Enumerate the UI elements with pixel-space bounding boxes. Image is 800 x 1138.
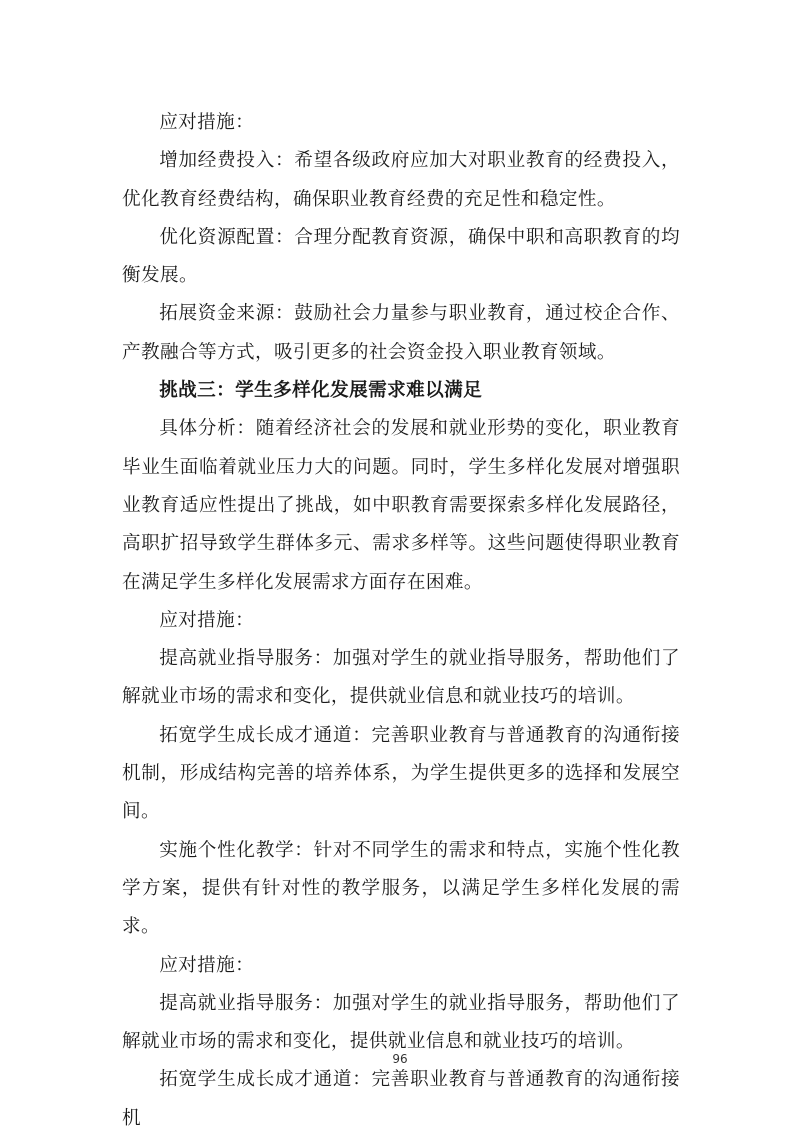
paragraph-personalized-teaching: 实施个性化教学：针对不同学生的需求和特点，实施个性化教学方案，提供有针对性的教学服务，以满足学生多样化发展的需求。 xyxy=(122,839,680,938)
document-body xyxy=(122,104,680,1138)
paragraph-growth-channels-partial: 拓宽学生成长成才通道：完善职业教育与普通教育的沟通衔接机 xyxy=(122,1069,680,1129)
section-heading-challenge-three: 挑战三：学生多样化发展需求难以满足 xyxy=(159,380,483,402)
paragraph-increase-funding: 增加经费投入：希望各级政府应加大对职业教育的经费投入，优化教育经费结构，确保职业教育经费的充足性和稳定性。 xyxy=(122,150,680,210)
paragraph-measures-label: 应对措施： xyxy=(159,609,255,631)
paragraph-growth-channels: 拓宽学生成长成才通道：完善职业教育与普通教育的沟通衔接机制，形成结构完善的培养体系，为学生提供更多的选择和发展空间。 xyxy=(122,724,680,823)
paragraph-specific-analysis: 具体分析：随着经济社会的发展和就业形势的变化，职业教育毕业生面临着就业压力大的问题。同时，学生多样化发展对增强职业教育适应性提出了挑战，如中职教育需要探索多样化发展路径，高职扩招导致学生群体多元、需求多样等。这些问题使得职业教育在满足学生多样化发展需求方面存在困难。 xyxy=(122,418,680,593)
paragraph-optimize-resources: 优化资源配置：合理分配教育资源，确保中职和高职教育的均衡发展。 xyxy=(122,226,680,287)
paragraph-expand-funding-sources: 拓展资金来源：鼓励社会力量参与职业教育，通过校企合作、产教融合等方式，吸引更多的社会资金投入职业教育领域。 xyxy=(122,303,680,363)
paragraph-measures-label: 应对措施： xyxy=(159,954,255,976)
page-number: 96 xyxy=(392,1052,408,1066)
paragraph-measures-label: 应对措施： xyxy=(159,112,255,133)
paragraph-employment-guidance: 提高就业指导服务：加强对学生的就业指导服务，帮助他们了解就业市场的需求和变化，提供就业信息和就业技巧的培训。 xyxy=(122,992,680,1053)
paragraph-employment-guidance: 提高就业指导服务：加强对学生的就业指导服务，帮助他们了解就业市场的需求和变化，提供就业信息和就业技巧的培训。 xyxy=(122,648,680,708)
